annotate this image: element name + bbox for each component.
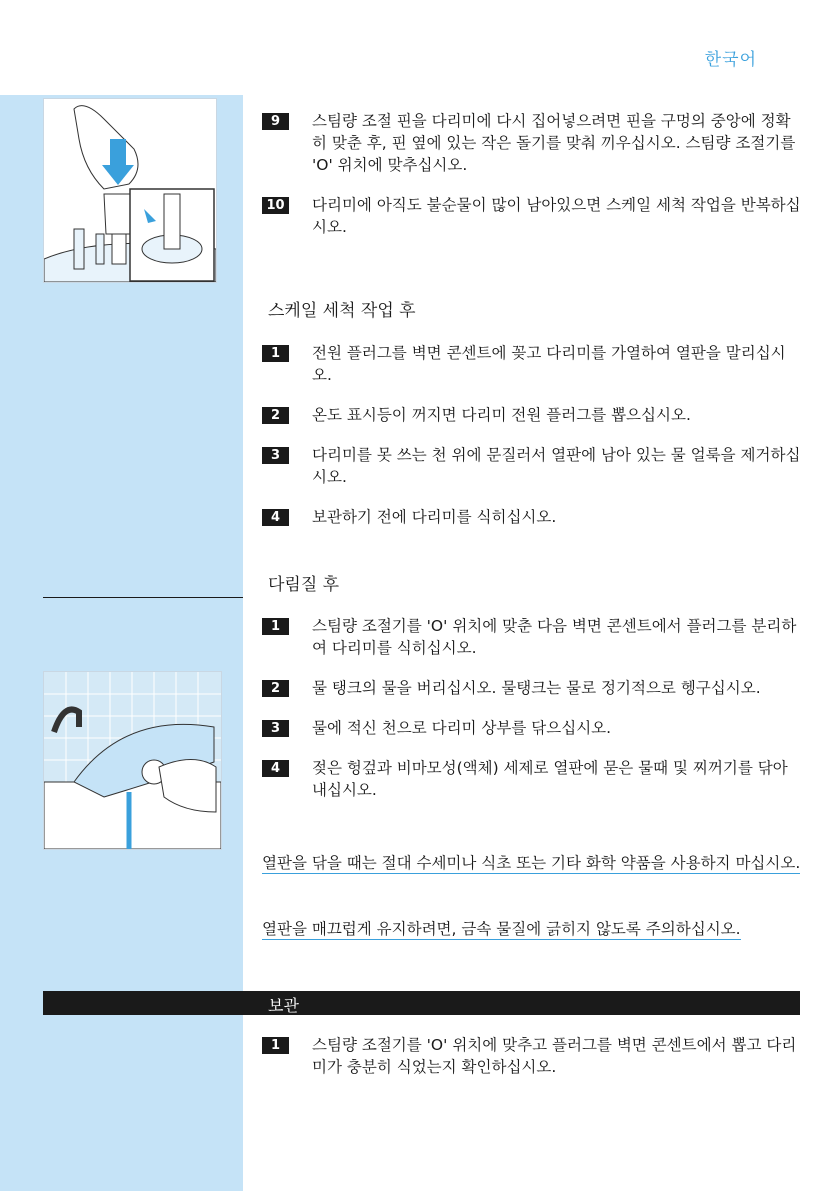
step-text: 젖은 헝겊과 비마모성(액체) 세제로 열판에 묻은 물때 및 찌꺼기를 닦아 내십시오. bbox=[312, 759, 788, 799]
steps-after-descale bbox=[262, 342, 802, 528]
step-number: 2 bbox=[262, 680, 289, 697]
step-item bbox=[262, 615, 802, 659]
step-number: 2 bbox=[262, 407, 289, 424]
step-number: 1 bbox=[262, 345, 289, 362]
step-number: 10 bbox=[262, 197, 289, 214]
step-item bbox=[262, 506, 802, 528]
step-text: 다리미를 못 쓰는 천 위에 문질러서 열판에 남아 있는 물 얼룩을 제거하십시오. bbox=[312, 446, 801, 486]
section-title-storage: 보관 bbox=[268, 996, 299, 1015]
step-item bbox=[262, 717, 802, 739]
step-number: 3 bbox=[262, 720, 289, 737]
step-text: 스팀량 조절기를 'O' 위치에 맞추고 플러그를 벽면 콘센트에서 뽑고 다리미가 충분히 식었는지 확인하십시오. bbox=[312, 1036, 797, 1076]
step-item bbox=[262, 194, 802, 238]
step-number: 1 bbox=[262, 618, 289, 635]
step-text: 전원 플러그를 벽면 콘센트에 꽂고 다리미를 가열하여 열판을 말리십시오. bbox=[312, 344, 786, 384]
step-number: 4 bbox=[262, 509, 289, 526]
note-warning bbox=[262, 848, 802, 878]
step-item bbox=[262, 677, 802, 699]
note-text: 열판을 매끄럽게 유지하려면, 금속 물질에 긁히지 않도록 주의하십시오. bbox=[262, 920, 741, 938]
section-title-after-ironing: 다림질 후 bbox=[268, 575, 340, 595]
language-label: 한국어 bbox=[704, 50, 757, 70]
step-item bbox=[262, 1034, 802, 1078]
steps-storage bbox=[262, 1034, 802, 1078]
step-text: 다리미에 아직도 불순물이 많이 남아있으면 스케일 세척 작업을 반복하십시오. bbox=[312, 196, 801, 236]
step-text: 물에 적신 천으로 다리미 상부를 닦으십시오. bbox=[312, 719, 612, 737]
step-number: 4 bbox=[262, 760, 289, 777]
note-text: 열판을 닦을 때는 절대 수세미나 식초 또는 기타 화학 약품을 사용하지 마십시오. bbox=[262, 854, 801, 872]
section-title-after-descale: 스케일 세척 작업 후 bbox=[268, 301, 416, 321]
step-number: 3 bbox=[262, 447, 289, 464]
step-text: 스팀량 조절 핀을 다리미에 다시 집어넣으려면 핀을 구멍의 중앙에 정확히 맞춘 후, 핀 옆에 있는 작은 돌기를 맞춰 끼우십시오. 스팀량 조절기를 'O' 위치에 맞추십시오. bbox=[312, 112, 796, 174]
step-item bbox=[262, 110, 802, 176]
section-bar-storage bbox=[43, 991, 800, 1015]
step-item bbox=[262, 404, 802, 426]
step-item bbox=[262, 444, 802, 488]
step-item bbox=[262, 342, 802, 386]
note-warning bbox=[262, 914, 802, 944]
steps-top bbox=[262, 110, 802, 238]
step-number: 9 bbox=[262, 113, 289, 130]
section-divider bbox=[43, 597, 243, 598]
step-text: 보관하기 전에 다리미를 식히십시오. bbox=[312, 508, 557, 526]
step-number: 1 bbox=[262, 1037, 289, 1054]
step-item bbox=[262, 757, 802, 801]
step-text: 물 탱크의 물을 버리십시오. 물탱크는 물로 정기적으로 헹구십시오. bbox=[312, 679, 761, 697]
step-text: 스팀량 조절기를 'O' 위치에 맞춘 다음 벽면 콘센트에서 플러그를 분리하여 다리미를 식히십시오. bbox=[312, 617, 797, 657]
steps-after-ironing bbox=[262, 615, 802, 801]
step-text: 온도 표시등이 꺼지면 다리미 전원 플러그를 뽑으십시오. bbox=[312, 406, 691, 424]
illustration-steam-pin bbox=[43, 98, 217, 283]
illustration-cleaning-soleplate bbox=[43, 671, 222, 850]
